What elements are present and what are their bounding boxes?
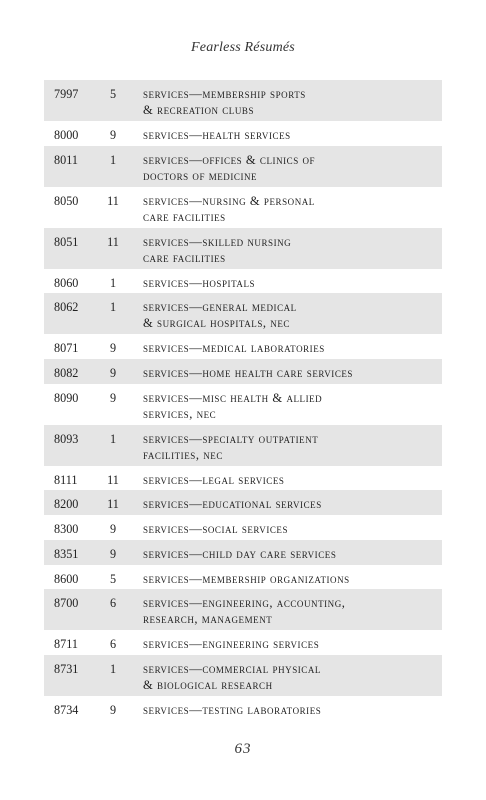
running-head: Fearless Résumés (191, 40, 295, 55)
division-number: 1 (109, 661, 117, 676)
division-number: 6 (109, 637, 117, 652)
sic-code: 8734 (54, 702, 79, 717)
table-row (44, 80, 442, 121)
sic-code: 8600 (54, 571, 79, 586)
division-number: 11 (107, 497, 119, 512)
sic-code: 8060 (54, 275, 79, 290)
sic-code: 8062 (54, 300, 79, 315)
industry-description: services—offices & clinics of doctors of medicine (143, 152, 316, 183)
sic-code: 8051 (54, 234, 79, 249)
sic-code: 8050 (54, 193, 79, 208)
industry-description: services—health services (143, 128, 291, 142)
table-row (44, 540, 442, 565)
table-row (44, 187, 442, 228)
sic-code-table (44, 80, 442, 721)
division-number: 5 (109, 87, 117, 101)
sic-code: 8111 (54, 472, 78, 487)
division-number: 1 (109, 300, 117, 315)
industry-description: services—medical laboratories (143, 341, 325, 356)
sic-code: 8351 (54, 546, 79, 561)
sic-code: 8071 (54, 341, 79, 356)
table-row (44, 630, 442, 655)
table-row (44, 293, 442, 334)
division-number: 1 (109, 152, 117, 167)
industry-description: services—legal services (143, 472, 285, 487)
division-number: 9 (109, 366, 117, 381)
industry-description: services—child day care services (143, 546, 337, 561)
sic-code: 8082 (54, 366, 79, 381)
table-row (44, 589, 442, 630)
industry-description: services—home health care services (143, 366, 353, 381)
sic-code: 8011 (54, 152, 78, 167)
table-row (44, 696, 442, 721)
division-number: 9 (109, 128, 117, 142)
sic-code: 8090 (54, 390, 79, 405)
industry-description: services—membership sports & recreation clubs (143, 87, 306, 117)
industry-description: services—misc health & allied services, nec (143, 390, 323, 421)
division-number: 1 (109, 431, 117, 446)
table-row (44, 359, 442, 384)
division-number: 11 (107, 193, 119, 208)
division-number: 11 (107, 472, 119, 487)
industry-description: services—educational services (143, 497, 322, 512)
table-row (44, 515, 442, 540)
division-number: 9 (109, 390, 117, 405)
industry-description: services—testing laboratories (143, 702, 322, 717)
division-number: 11 (107, 234, 119, 249)
sic-code: 8711 (54, 637, 78, 652)
table-row (44, 146, 442, 187)
table-row (44, 425, 442, 466)
sic-code: 8300 (54, 522, 79, 537)
industry-description: services—engineering services (143, 637, 320, 652)
sic-code: 7997 (54, 87, 79, 101)
industry-description: services—engineering, accounting, research, management (143, 596, 346, 627)
sic-code: 8000 (54, 128, 79, 142)
table-row (44, 228, 442, 269)
table-row (44, 565, 442, 590)
industry-description: services—skilled nursing care facilities (143, 234, 292, 265)
industry-description: services—nursing & personal care facilities (143, 193, 315, 224)
sic-code: 8700 (54, 596, 79, 611)
industry-description: services—hospitals (143, 275, 256, 290)
sic-code: 8731 (54, 661, 79, 676)
division-number: 9 (109, 341, 117, 356)
sic-code: 8093 (54, 431, 79, 446)
table-row (44, 655, 442, 696)
industry-description: services—general medical & surgical hospitals, nec (143, 300, 297, 331)
division-number: 9 (109, 546, 117, 561)
division-number: 1 (109, 275, 117, 290)
page-number: 63 (234, 741, 252, 757)
table-row (44, 121, 442, 146)
table-row (44, 384, 442, 425)
industry-description: services—specialty outpatient facilities, nec (143, 431, 319, 462)
industry-description: services—social services (143, 522, 289, 537)
industry-description: services—membership organizations (143, 571, 350, 586)
table-row (44, 490, 442, 515)
division-number: 5 (109, 571, 117, 586)
table-row (44, 466, 442, 491)
division-number: 9 (109, 702, 117, 717)
industry-description: services—commercial physical & biological research (143, 661, 321, 692)
sic-code: 8200 (54, 497, 79, 512)
table-row (44, 334, 442, 359)
table-row (44, 269, 442, 294)
division-number: 6 (109, 596, 117, 611)
division-number: 9 (109, 522, 117, 537)
